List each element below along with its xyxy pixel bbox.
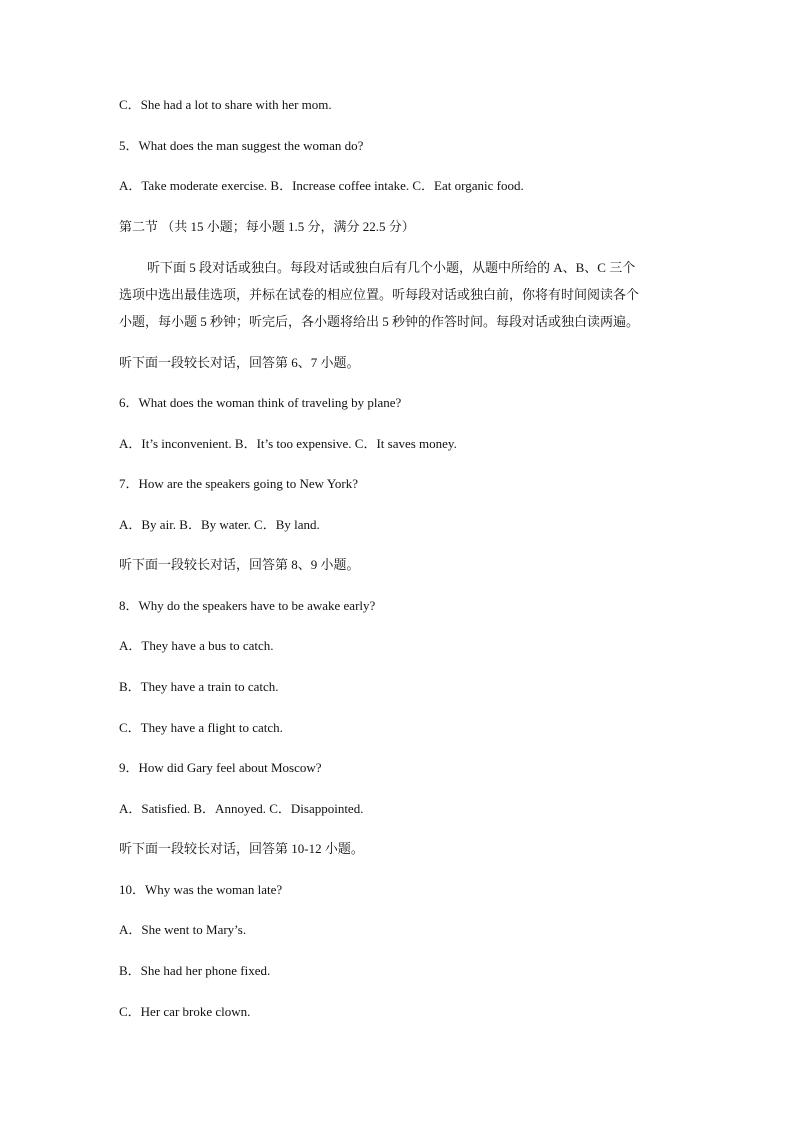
instructions-line-1: 听下面 5 段对话或独白。每段对话或独白后有几个小题，从题中所给的 A、B、C 三个 <box>147 260 636 275</box>
section-two-instructions <box>119 254 679 335</box>
q10-option-a: A．She went to Mary’s. <box>119 922 247 937</box>
instructions-line-3: 小题，每小题 5 秒钟；听完后，各小题将给出 5 秒钟的作答时间。每段对话或独白读两遍。 <box>119 314 640 329</box>
q7-question: 7．How are the speakers going to New York? <box>119 476 359 491</box>
q8-option-b: B．They have a train to catch. <box>119 679 279 694</box>
dialogue-header-10-12: 听下面一段较长对话，回答第 10-12 小题。 <box>119 841 364 856</box>
q5-question: 5．What does the man suggest the woman do? <box>119 138 364 153</box>
q10-option-c: C．Her car broke clown. <box>119 1004 251 1019</box>
instructions-line-2: 选项中选出最佳选项，并标在试卷的相应位置。听每段对话或独白前，你将有时间阅读各个 <box>119 287 640 302</box>
q6-question: 6．What does the woman think of traveling by plane? <box>119 395 402 410</box>
q8-option-a: A．They have a bus to catch. <box>119 638 274 653</box>
dialogue-header-6-7: 听下面一段较长对话，回答第 6、7 小题。 <box>119 355 360 370</box>
q7-options: A．By air. B．By water. C．By land. <box>119 517 320 532</box>
q10-option-b: B．She had her phone fixed. <box>119 963 271 978</box>
q9-options: A．Satisfied. B．Annoyed. C．Disappointed. <box>119 801 364 816</box>
q10-question: 10．Why was the woman late? <box>119 882 283 897</box>
q8-option-c: C．They have a flight to catch. <box>119 720 283 735</box>
q6-options: A．It’s inconvenient. B．It’s too expensive. C．It saves money. <box>119 436 457 451</box>
q4-option-c: C．She had a lot to share with her mom. <box>119 97 332 112</box>
q9-question: 9．How did Gary feel about Moscow? <box>119 760 322 775</box>
q8-question: 8．Why do the speakers have to be awake early? <box>119 598 376 613</box>
dialogue-header-8-9: 听下面一段较长对话，回答第 8、9 小题。 <box>119 557 360 572</box>
q5-options: A．Take moderate exercise. B．Increase coffee intake. C．Eat organic food. <box>119 178 524 193</box>
section-two-heading: 第二节 （共 15 小题；每小题 1.5 分，满分 22.5 分） <box>119 219 415 234</box>
